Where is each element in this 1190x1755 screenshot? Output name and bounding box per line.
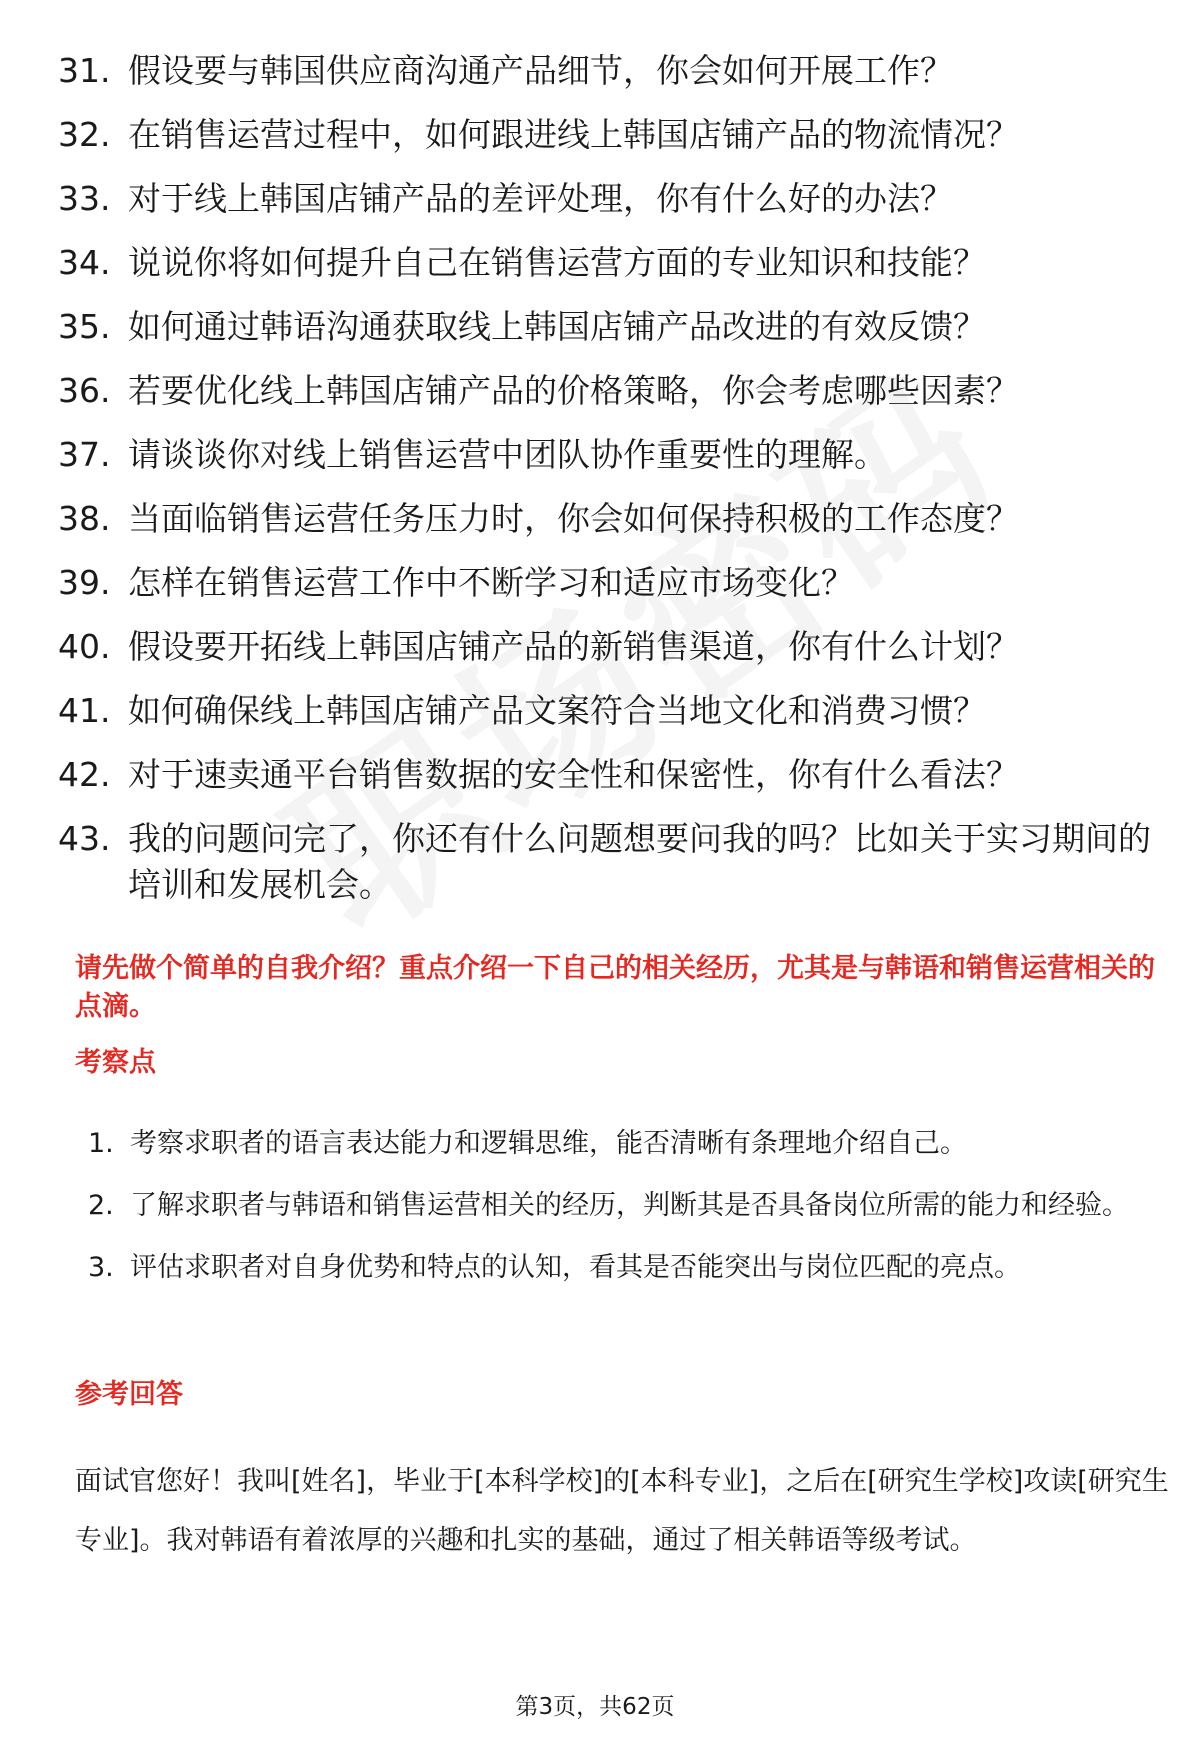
question-item [58,304,1158,350]
question-item [58,624,1158,670]
answer-paragraph: 面试官您好！我叫[姓名]，毕业于[本科学校]的[本科专业]，之后在[研究生学校]攻读[研究生专业]。我对韩语有着浓厚的兴趣和扎实的基础，通过了相关韩语等级考试。 [75,1466,1169,1556]
question-text: 若要优化线上韩国店铺产品的价格策略，你会考虑哪些因素？ [128,371,1019,410]
key-point-number: 3. [88,1252,114,1283]
question-item [58,752,1158,798]
question-item [58,496,1158,542]
question-item [58,176,1158,222]
question-number: 32. [58,115,111,154]
question-number: 34. [58,243,111,282]
key-point-text: 考察求职者的语言表达能力和逻辑思维，能否清晰有条理地介绍自己。 [130,1128,967,1159]
question-number: 42. [58,755,111,794]
question-text: 说说你将如何提升自己在销售运营方面的专业知识和技能？ [128,243,986,282]
key-point-item [88,1177,1158,1235]
question-text: 如何确保线上韩国店铺产品文案符合当地文化和消费习惯？ [128,691,986,730]
question-list [58,48,1158,926]
question-number: 43. [58,819,111,858]
question-text: 假设要开拓线上韩国店铺产品的新销售渠道，你有什么计划？ [128,627,1019,666]
question-item [58,688,1158,734]
key-point-text: 评估求职者对自身优势和特点的认知，看其是否能突出与岗位匹配的亮点。 [130,1252,1021,1283]
question-number: 35. [58,307,111,346]
key-points-list [88,1115,1158,1301]
question-item [58,560,1158,606]
question-text: 在销售运营过程中，如何跟进线上韩国店铺产品的物流情况？ [128,115,1019,154]
question-number: 36. [58,371,111,410]
page-indicator: 第3页，共62页 [515,1694,675,1720]
key-point-number: 1. [88,1128,114,1159]
question-number: 33. [58,179,111,218]
key-point-number: 2. [88,1190,114,1221]
question-text: 怎样在销售运营工作中不断学习和适应市场变化？ [128,563,854,602]
question-text: 对于线上韩国店铺产品的差评处理，你有什么好的办法？ [128,179,953,218]
question-number: 31. [58,51,111,90]
question-item [58,112,1158,158]
question-number: 41. [58,691,111,730]
question-number: 39. [58,563,111,602]
question-text: 对于速卖通平台销售数据的安全性和保密性，你有什么看法？ [128,755,1019,794]
question-item [58,240,1158,286]
key-point-item [88,1115,1158,1173]
question-number: 38. [58,499,111,538]
answer-heading: 参考回答 [75,1379,183,1410]
question-text: 我的问题问完了，你还有什么问题想要问我的吗？比如关于实习期间的培训和发展机会。 [128,819,1151,904]
question-item [58,816,1158,908]
question-number: 40. [58,627,111,666]
key-points-heading: 考察点 [75,1047,156,1078]
question-text: 请谈谈你对线上销售运营中团队协作重要性的理解。 [128,435,887,474]
question-number: 37. [58,435,111,474]
question-item [58,368,1158,414]
question-item [58,48,1158,94]
question-text: 如何通过韩语沟通获取线上韩国店铺产品改进的有效反馈？ [128,307,986,346]
question-text: 假设要与韩国供应商沟通产品细节，你会如何开展工作？ [128,51,953,90]
question-item [58,432,1158,478]
question-text: 当面临销售运营任务压力时，你会如何保持积极的工作态度？ [128,499,1019,538]
key-point-text: 了解求职者与韩语和销售运营相关的经历，判断其是否具备岗位所需的能力和经验。 [130,1190,1129,1221]
key-point-item [88,1239,1158,1297]
section-title: 请先做个简单的自我介绍？重点介绍一下自己的相关经历，尤其是与韩语和销售运营相关的点滴。 [75,953,1155,1022]
